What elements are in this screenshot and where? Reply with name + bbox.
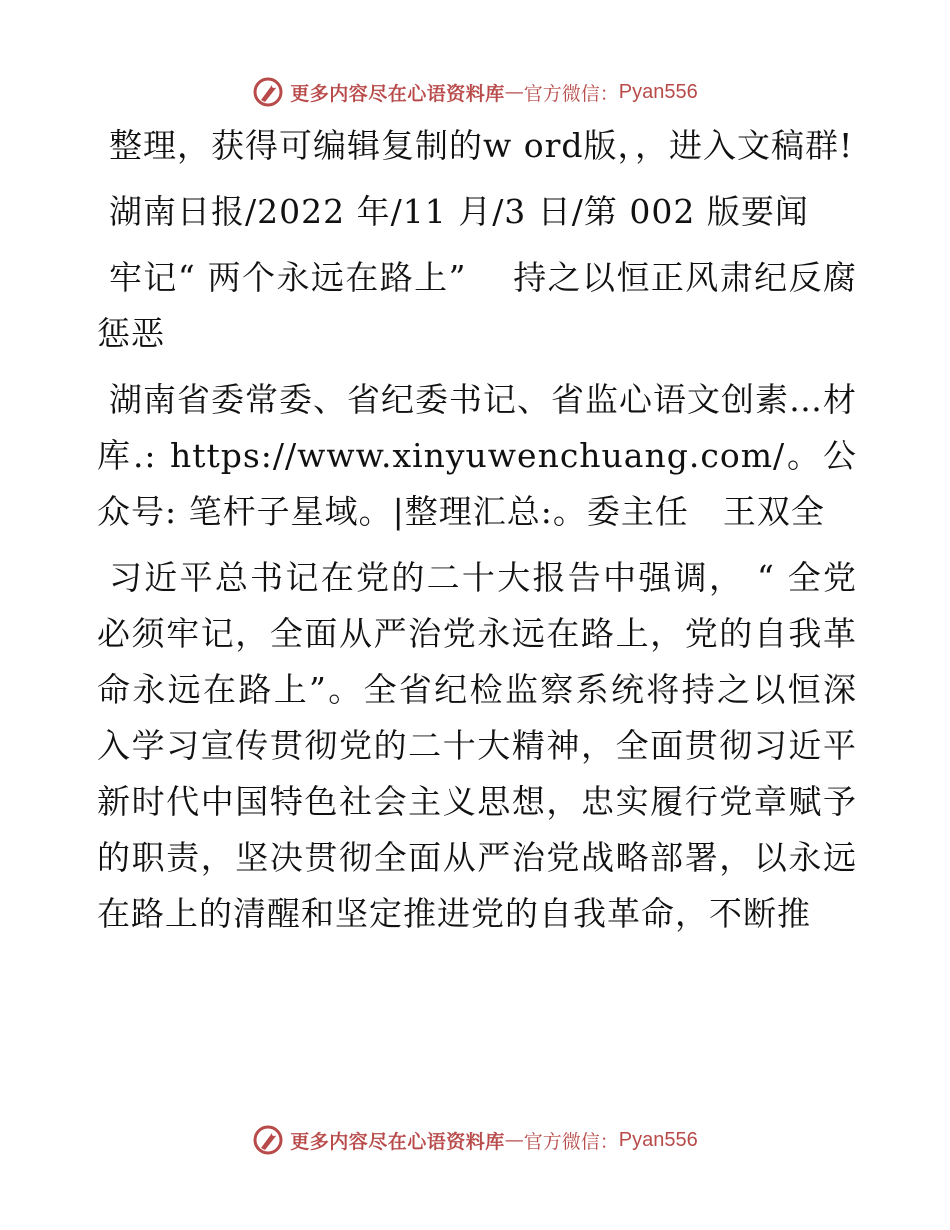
watermark-wechat-id: Pyan556 xyxy=(618,80,698,103)
watermark-banner-bottom xyxy=(0,1120,950,1160)
author-line: 湖南省委常委、省纪委书记、省监心语文创素…材库.: https://www.xinyuwenchuang.com/。公众号: 笔杆子星域。|整理汇总:。委主任 王双全 xyxy=(97,380,857,531)
watermark-wechat-label: 官方微信： xyxy=(523,1130,619,1153)
watermark-dash: — xyxy=(504,81,524,103)
watermark-banner-top xyxy=(0,72,950,112)
watermark-main-text: 更多内容尽在心语资料库 xyxy=(290,82,505,105)
body-paragraph: 习近平总书记在党的二十大报告中强调， “ 全党必须牢记，全面从严治党永远在路上，党的自我革命永远在路上”。全省纪检监察系统将持之以恒深入学习宣传贯彻党的二十大精神，全面贯彻习近平新时代中国特色社会主义思想，忠实履行党章赋予的职责，坚决贯彻全面从严治党战略部署，以永远在路上的清醒和坚定推进党的自我革命，不断推 xyxy=(97,558,857,933)
source-line: 湖南日报/2022 年/11 月/3 日/第 002 版要闻 xyxy=(109,192,809,231)
watermark-wechat-label: 官方微信： xyxy=(523,82,619,105)
watermark-wechat-id: Pyan556 xyxy=(618,1128,698,1151)
pen-logo-icon xyxy=(252,1124,284,1156)
intro-line: 整理，获得可编辑复制的w ord版，，进入文稿群! xyxy=(109,126,854,165)
document-body xyxy=(97,118,857,942)
pen-logo-icon xyxy=(252,76,284,108)
watermark-main-text: 更多内容尽在心语资料库 xyxy=(290,1130,505,1153)
article-title: 牢记“ 两个永远在路上” 持之以恒正风肃纪反腐惩恶 xyxy=(97,258,857,353)
watermark-dash: — xyxy=(504,1129,524,1151)
